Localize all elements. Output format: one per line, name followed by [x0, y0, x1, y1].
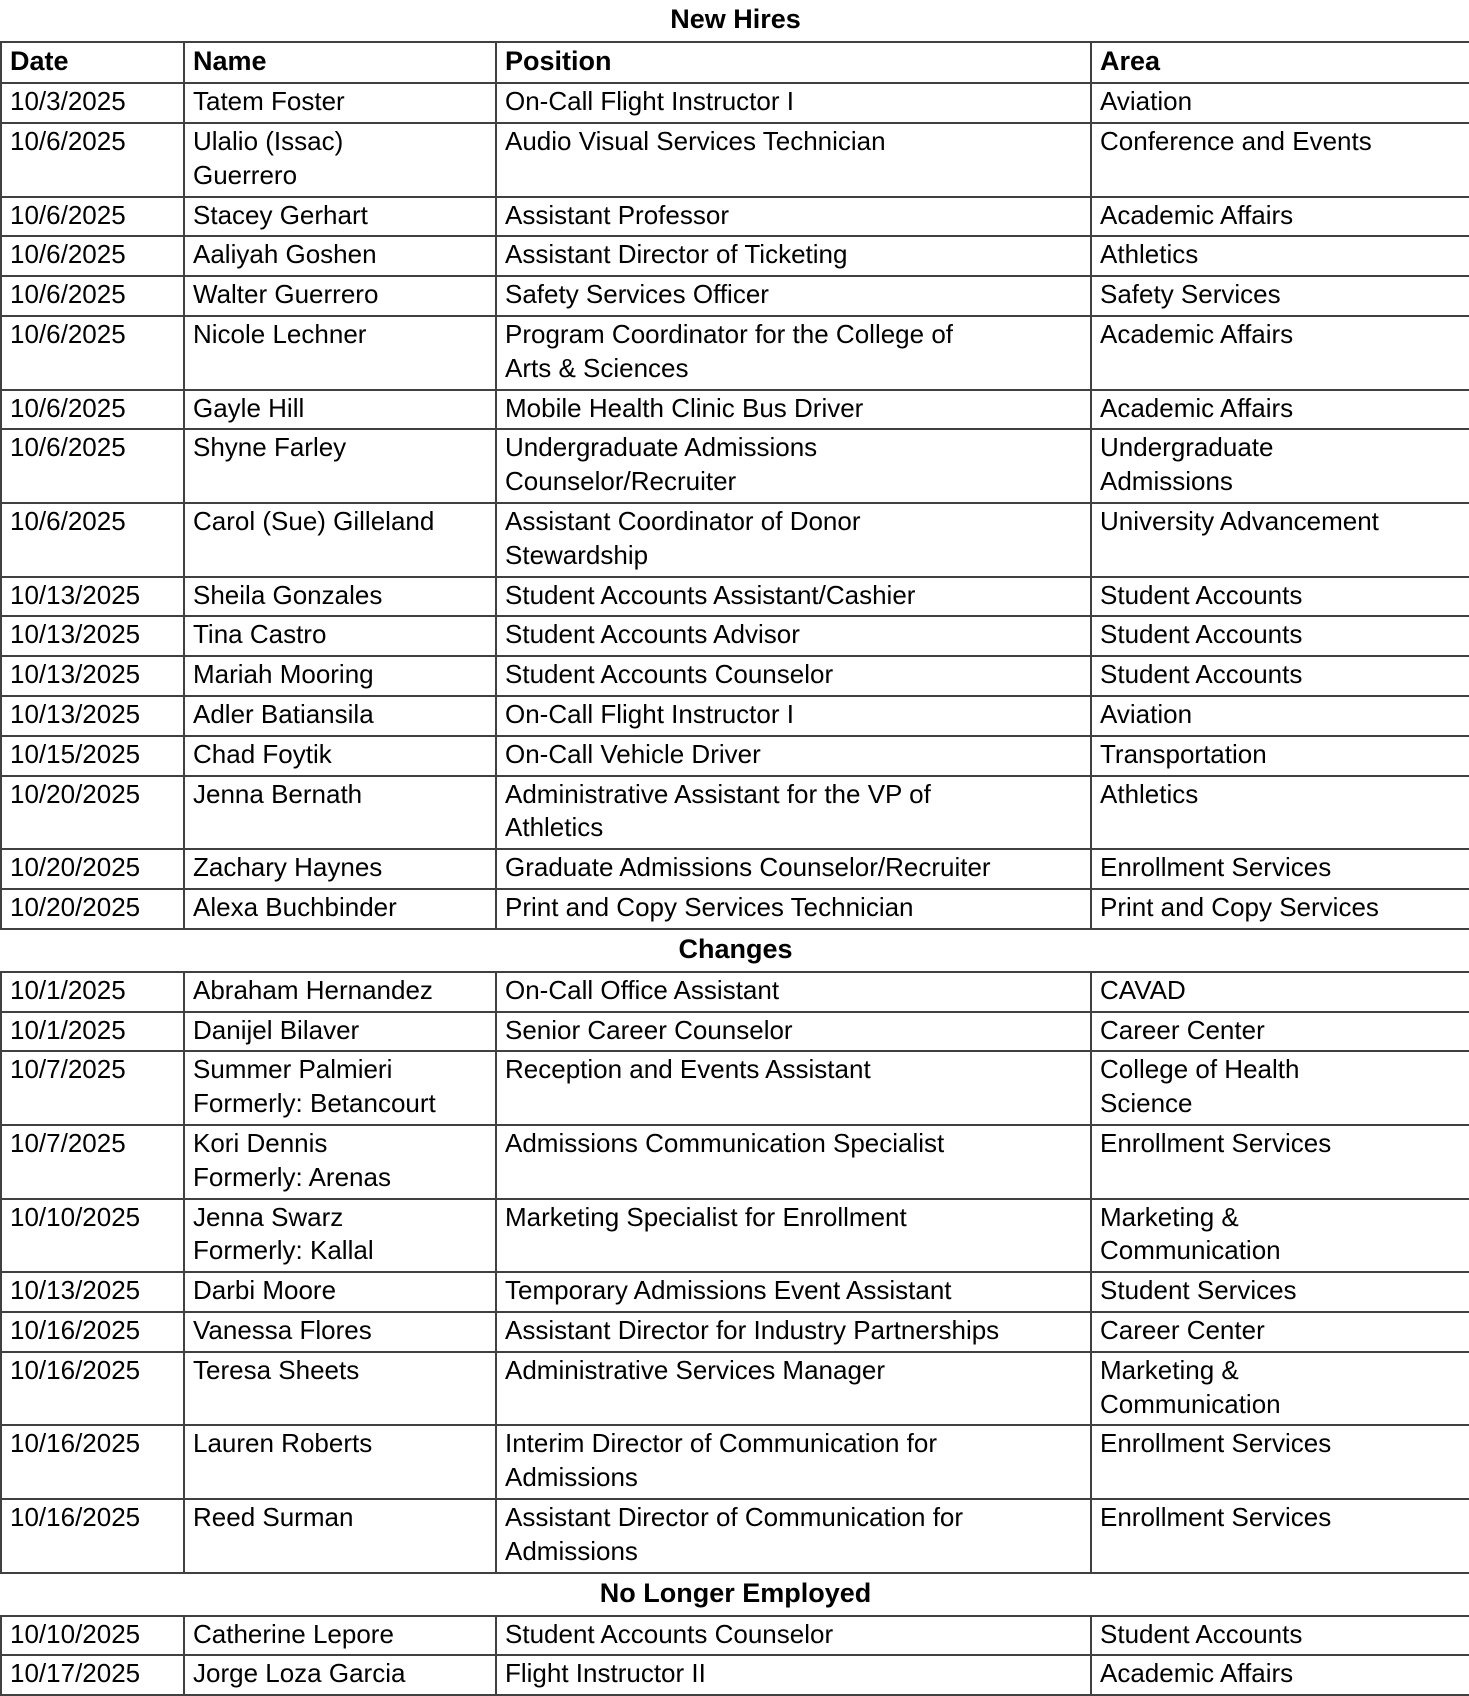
cell-position: Graduate Admissions Counselor/Recruiter [496, 849, 1091, 889]
table-row [1, 1352, 1469, 1426]
cell-date: 10/3/2025 [1, 83, 184, 123]
cell-area: Student Accounts [1091, 1616, 1469, 1656]
cell-area: Conference and Events [1091, 123, 1469, 197]
table-row [1, 123, 1469, 197]
cell-position: Undergraduate Admissions Counselor/Recruiter [496, 429, 1091, 503]
table-row [1, 776, 1469, 850]
cell-name: Shyne Farley [184, 429, 496, 503]
cell-area-line2: Communication [1100, 1388, 1281, 1419]
cell-position: Senior Career Counselor [496, 1012, 1091, 1052]
cell-date: 10/13/2025 [1, 1272, 184, 1312]
cell-date: 10/15/2025 [1, 736, 184, 776]
cell-name: Reed Surman [184, 1499, 496, 1573]
table-row [1, 1272, 1469, 1312]
cell-area: Athletics [1091, 236, 1469, 276]
cell-position: Admissions Communication Specialist [496, 1125, 1091, 1199]
cell-position: Interim Director of Communication for Admissions [496, 1425, 1091, 1499]
cell-area: College of Health Science [1091, 1051, 1469, 1125]
cell-position: Administrative Assistant for the VP of Athletics [496, 776, 1091, 850]
cell-date: 10/13/2025 [1, 577, 184, 617]
cell-area: Student Services [1091, 1272, 1469, 1312]
cell-name: Chad Foytik [184, 736, 496, 776]
cell-name: Summer Palmieri Formerly: Betancourt [184, 1051, 496, 1125]
cell-position: Audio Visual Services Technician [496, 123, 1091, 197]
cell-position: Temporary Admissions Event Assistant [496, 1272, 1091, 1312]
cell-date: 10/13/2025 [1, 656, 184, 696]
cell-area: Aviation [1091, 696, 1469, 736]
cell-name: Jenna Bernath [184, 776, 496, 850]
cell-date: 10/6/2025 [1, 123, 184, 197]
cell-name: Vanessa Flores [184, 1312, 496, 1352]
column-header-position: Position [496, 42, 1091, 83]
cell-date: 10/16/2025 [1, 1425, 184, 1499]
cell-area: Student Accounts [1091, 656, 1469, 696]
cell-name: Sheila Gonzales [184, 577, 496, 617]
cell-name: Zachary Haynes [184, 849, 496, 889]
cell-name: Teresa Sheets [184, 1352, 496, 1426]
table-row [1, 616, 1469, 656]
table-row [1, 1616, 1469, 1656]
cell-area: Enrollment Services [1091, 1125, 1469, 1199]
cell-spacer [1100, 159, 1461, 189]
cell-date: 10/16/2025 [1, 1352, 184, 1426]
cell-date: 10/17/2025 [1, 1655, 184, 1695]
cell-name: Carol (Sue) Gilleland [184, 503, 496, 577]
cell-position: Program Coordinator for the College of Arts & Sciences [496, 316, 1091, 390]
cell-date: 10/20/2025 [1, 776, 184, 850]
cell-name: Jorge Loza Garcia [184, 1655, 496, 1695]
cell-position: Administrative Services Manager [496, 1352, 1091, 1426]
section-heading: Changes [1, 929, 1469, 972]
table-row [1, 316, 1469, 390]
cell-area: Enrollment Services [1091, 1425, 1469, 1499]
cell-position-line2: Admissions [505, 1535, 638, 1566]
section-heading-row [1, 1573, 1469, 1616]
cell-position: On-Call Flight Instructor I [496, 83, 1091, 123]
cell-name: Adler Batiansila [184, 696, 496, 736]
cell-name: Catherine Lepore [184, 1616, 496, 1656]
cell-name: Abraham Hernandez [184, 972, 496, 1012]
cell-area: Academic Affairs [1091, 1655, 1469, 1695]
cell-date: 10/6/2025 [1, 316, 184, 390]
cell-name: Mariah Mooring [184, 656, 496, 696]
cell-name: Jenna Swarz Formerly: Kallal [184, 1199, 496, 1273]
cell-date: 10/6/2025 [1, 503, 184, 577]
cell-area: Athletics [1091, 776, 1469, 850]
cell-area: University Advancement [1091, 503, 1469, 577]
cell-area: Safety Services [1091, 276, 1469, 316]
cell-position: Assistant Coordinator of Donor Stewardship [496, 503, 1091, 577]
cell-date: 10/7/2025 [1, 1125, 184, 1199]
cell-area: Enrollment Services [1091, 849, 1469, 889]
cell-position: On-Call Flight Instructor I [496, 696, 1091, 736]
cell-name: Walter Guerrero [184, 276, 496, 316]
cell-position: Student Accounts Counselor [496, 1616, 1091, 1656]
cell-area: Undergraduate Admissions [1091, 429, 1469, 503]
cell-area: Aviation [1091, 83, 1469, 123]
table-row [1, 276, 1469, 316]
cell-position-line2: Arts & Sciences [505, 352, 689, 383]
cell-area: Career Center [1091, 1012, 1469, 1052]
cell-name: Kori Dennis Formerly: Arenas [184, 1125, 496, 1199]
document-title-row [1, 0, 1469, 42]
table-row [1, 849, 1469, 889]
table-row [1, 83, 1469, 123]
cell-area: Academic Affairs [1091, 316, 1469, 390]
cell-date: 10/20/2025 [1, 889, 184, 929]
cell-area: Academic Affairs [1091, 390, 1469, 430]
cell-name: Aaliyah Goshen [184, 236, 496, 276]
cell-position: Student Accounts Advisor [496, 616, 1091, 656]
cell-area: Student Accounts [1091, 616, 1469, 656]
cell-position-line2: Counselor/Recruiter [505, 466, 737, 497]
cell-date: 10/1/2025 [1, 1012, 184, 1052]
cell-date: 10/7/2025 [1, 1051, 184, 1125]
cell-position: Print and Copy Services Technician [496, 889, 1091, 929]
table-row [1, 197, 1469, 237]
cell-position: On-Call Vehicle Driver [496, 736, 1091, 776]
cell-area-line2: Admissions [1100, 466, 1233, 497]
cell-position: Student Accounts Assistant/Cashier [496, 577, 1091, 617]
table-row [1, 1051, 1469, 1125]
cell-area: Marketing & Communication [1091, 1199, 1469, 1273]
column-header-date: Date [1, 42, 184, 83]
cell-name-line2: Guerrero [193, 159, 298, 190]
cell-date: 10/10/2025 [1, 1199, 184, 1273]
table-row [1, 577, 1469, 617]
cell-position-line2: Admissions [505, 1462, 638, 1493]
cell-area: Marketing & Communication [1091, 1352, 1469, 1426]
cell-date: 10/6/2025 [1, 390, 184, 430]
cell-name: Alexa Buchbinder [184, 889, 496, 929]
cell-position: Reception and Events Assistant [496, 1051, 1091, 1125]
table-row [1, 696, 1469, 736]
cell-date: 10/6/2025 [1, 197, 184, 237]
page-title: New Hires [1, 0, 1469, 42]
cell-position-line2: Athletics [505, 812, 604, 843]
column-header-name: Name [184, 42, 496, 83]
cell-area: Enrollment Services [1091, 1499, 1469, 1573]
cell-area: CAVAD [1091, 972, 1469, 1012]
cell-position: Marketing Specialist for Enrollment [496, 1199, 1091, 1273]
table-row [1, 736, 1469, 776]
cell-position: On-Call Office Assistant [496, 972, 1091, 1012]
cell-area: Career Center [1091, 1312, 1469, 1352]
table-row [1, 429, 1469, 503]
cell-position: Assistant Professor [496, 197, 1091, 237]
cell-name: Stacey Gerhart [184, 197, 496, 237]
cell-position: Flight Instructor II [496, 1655, 1091, 1695]
cell-date: 10/10/2025 [1, 1616, 184, 1656]
cell-area: Student Accounts [1091, 577, 1469, 617]
cell-name: Darbi Moore [184, 1272, 496, 1312]
section-heading: No Longer Employed [1, 1573, 1469, 1616]
cell-date: 10/6/2025 [1, 276, 184, 316]
table-row [1, 1312, 1469, 1352]
cell-date: 10/6/2025 [1, 236, 184, 276]
cell-area: Print and Copy Services [1091, 889, 1469, 929]
table-row [1, 656, 1469, 696]
cell-name: Tina Castro [184, 616, 496, 656]
cell-date: 10/20/2025 [1, 849, 184, 889]
table-row [1, 1425, 1469, 1499]
cell-position: Mobile Health Clinic Bus Driver [496, 390, 1091, 430]
cell-date: 10/16/2025 [1, 1312, 184, 1352]
table-row [1, 1655, 1469, 1695]
cell-date: 10/13/2025 [1, 696, 184, 736]
column-header-row [1, 42, 1469, 83]
cell-position: Assistant Director of Communication for Admissions [496, 1499, 1091, 1573]
cell-position-line2: Stewardship [505, 539, 649, 570]
cell-area: Academic Affairs [1091, 197, 1469, 237]
table-row [1, 1125, 1469, 1199]
cell-date: 10/1/2025 [1, 972, 184, 1012]
cell-position: Student Accounts Counselor [496, 656, 1091, 696]
table-row [1, 236, 1469, 276]
table-row [1, 390, 1469, 430]
cell-name-line2: Formerly: Arenas [193, 1161, 391, 1192]
cell-area-line2: Science [1100, 1088, 1193, 1119]
cell-name: Gayle Hill [184, 390, 496, 430]
cell-name: Tatem Foster [184, 83, 496, 123]
cell-position: Assistant Director for Industry Partnerships [496, 1312, 1091, 1352]
cell-name-line2: Formerly: Kallal [193, 1235, 374, 1266]
cell-name: Lauren Roberts [184, 1425, 496, 1499]
cell-name: Ulalio (Issac) Guerrero [184, 123, 496, 197]
cell-name: Nicole Lechner [184, 316, 496, 390]
cell-date: 10/13/2025 [1, 616, 184, 656]
section-heading-row [1, 929, 1469, 972]
cell-name: Danijel Bilaver [184, 1012, 496, 1052]
cell-spacer [1100, 1161, 1461, 1191]
table-row [1, 889, 1469, 929]
table-row [1, 1012, 1469, 1052]
cell-date: 10/6/2025 [1, 429, 184, 503]
table-row [1, 503, 1469, 577]
cell-date: 10/16/2025 [1, 1499, 184, 1573]
cell-name-line2: Formerly: Betancourt [193, 1088, 436, 1119]
cell-position: Assistant Director of Ticketing [496, 236, 1091, 276]
table-row [1, 1199, 1469, 1273]
column-header-area: Area [1091, 42, 1469, 83]
cell-position: Safety Services Officer [496, 276, 1091, 316]
table-row [1, 972, 1469, 1012]
cell-area: Transportation [1091, 736, 1469, 776]
table-row [1, 1499, 1469, 1573]
cell-area-line2: Communication [1100, 1235, 1281, 1266]
